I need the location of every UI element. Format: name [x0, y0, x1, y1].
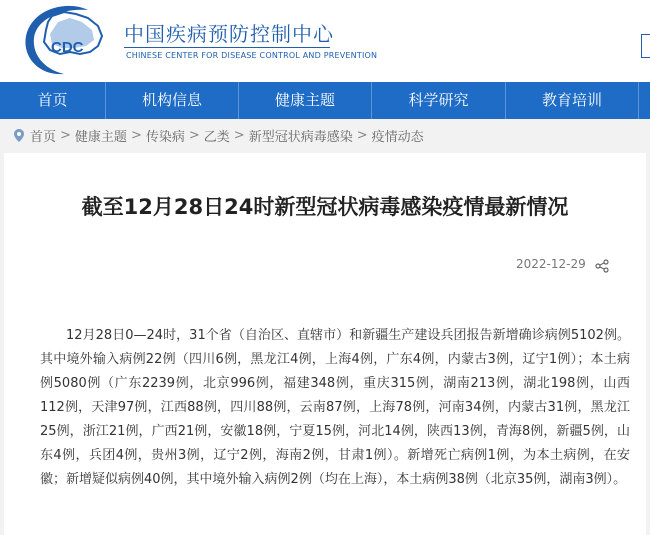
breadcrumb-infectious-disease[interactable]: 传染病 [145, 129, 185, 145]
breadcrumb-health-topics[interactable]: 健康主题 [74, 129, 127, 145]
nav-item-about[interactable]: 机构信息 [106, 82, 239, 119]
nav-item-training[interactable]: 教育培训 [506, 82, 639, 119]
breadcrumb-home[interactable]: 首页 [30, 129, 57, 145]
article-card [4, 153, 646, 535]
breadcrumb-covid[interactable]: 新型冠状病毒感染 [248, 129, 353, 145]
org-name-cn[interactable]: 中国疾病预防控制中心 [124, 22, 334, 46]
article-body [40, 324, 630, 492]
main-nav [0, 82, 650, 119]
breadcrumb-separator: > [188, 127, 200, 143]
nav-item-health-topics[interactable]: 健康主题 [239, 82, 372, 119]
site-header [0, 0, 650, 82]
logo-text: CDC [51, 39, 84, 56]
breadcrumb-separator: > [130, 127, 142, 143]
breadcrumb-class-b[interactable]: 乙类 [203, 129, 230, 145]
org-divider [124, 47, 330, 48]
nav-item-research[interactable]: 科学研究 [372, 82, 506, 119]
breadcrumb-outbreak-updates[interactable]: 疫情动态 [371, 129, 424, 145]
share-icon[interactable] [595, 259, 609, 273]
breadcrumb-separator: > [233, 127, 245, 143]
article-date: 2022-12-29 [516, 257, 586, 271]
article-title: 截至12月28日24时新型冠状病毒感染疫情最新情况 [81, 195, 569, 219]
breadcrumb-separator: > [356, 127, 368, 143]
breadcrumb [14, 124, 424, 146]
cdc-logo[interactable] [18, 2, 114, 78]
search-input[interactable] [641, 34, 650, 58]
nav-item-home[interactable]: 首页 [0, 82, 106, 119]
breadcrumb-separator: > [60, 127, 71, 143]
org-name-en: CHINESE CENTER FOR DISEASE CONTROL AND PREVENTION [126, 51, 378, 60]
article-paragraph: 12月28日0—24时，31个省（自治区、直辖市）和新疆生产建设兵团报告新增确诊病例5102例。其中境外输入病例22例（四川6例，黑龙江4例，上海4例，广东4例，内蒙古3例，辽宁1例）；本土病例5080例（广东2239例，北京996例，福建348例，重庆315例，湖南213例，湖北198例，山西112例，天津97例，江西88例，四川88例，云南87例，上海78例，河南34例，内蒙古31例，黑龙江25例，浙江21例，广西21例，安徽18例，宁夏15例，河北14例，陕西13例，青海8例，新疆5例，山东4例，兵团4例，贵州3例，辽宁2例，海南2例，甘肃1例）。新增死亡病例1例，为本土病例，在安徽；新增疑似病例40例，其中境外输入病例2例（均在上海），本土病例38例（北京35例，湖南3例）。 [40, 328, 630, 487]
location-pin-icon [14, 129, 24, 142]
